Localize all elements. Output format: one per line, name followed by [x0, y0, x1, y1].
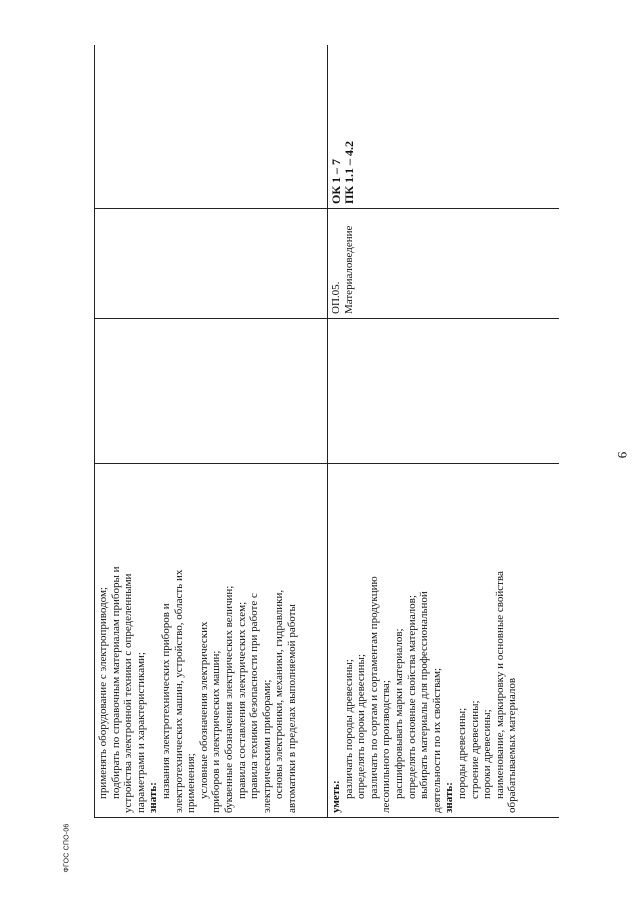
requirement-line: устройства электронной техники с определенными — [122, 573, 135, 813]
page-number-text: 9 — [615, 451, 630, 459]
footer-document-code — [52, 818, 82, 878]
document-table — [94, 45, 559, 818]
table-row — [95, 45, 328, 818]
section-heading: уметь: — [330, 780, 342, 813]
requirement-line: условные обозначения электрических — [197, 621, 210, 799]
footer-code-text: ФГОС СПО-06 — [63, 823, 71, 873]
requirement-line: применения; — [185, 753, 198, 813]
requirement-line: различать породы древесины; — [342, 659, 355, 799]
requirement-line: подбирать по справочным материалам приборы и — [109, 566, 122, 799]
section-heading: знать: — [443, 782, 456, 813]
requirement-line: электротехнических машин, устройство, область их — [172, 569, 185, 813]
professional-competencies: ПК 1.1 – 4.2 — [342, 140, 356, 204]
requirement-line: правила составления электрических схем; — [235, 601, 248, 799]
requirements-cell — [95, 464, 328, 818]
requirement-line: различать по сортам и сортаментам продукцию — [367, 576, 380, 799]
table-row — [328, 45, 560, 818]
page-number — [612, 445, 632, 465]
requirement-line: электрическими приборами; — [260, 679, 273, 813]
competencies-cell — [95, 45, 328, 209]
requirement-line: наименование, маркировку и основные свойства — [493, 571, 506, 799]
requirement-line: автоматики в пределах выполняемой работы — [285, 604, 298, 813]
requirement-line: параметрами и характеристиками; — [134, 652, 147, 813]
requirement-line: расшифровывать марки материалов; — [392, 628, 405, 799]
discipline-code: ОП.05. — [330, 281, 342, 314]
table-rotated-container — [94, 45, 559, 818]
requirement-line: буквенные обозначения электрических величин; — [222, 585, 235, 813]
requirement-line: приборов и электрических машин; — [210, 650, 223, 813]
hours-cell — [95, 319, 328, 464]
requirement-line: лесопильного производства; — [380, 680, 393, 813]
requirement-line: пороки древесины; — [481, 709, 494, 799]
discipline-name: Материаловедение — [342, 225, 355, 314]
requirement-line: строение древесины; — [468, 700, 481, 799]
section-heading: знать: — [147, 782, 160, 813]
requirements-cell — [328, 464, 560, 818]
requirement-line: выбирать материалы для профессиональной — [418, 591, 431, 799]
requirement-line: правила техники безопасности при работе с — [248, 593, 261, 799]
requirement-line: породы древесины; — [455, 707, 468, 799]
curriculum-table — [94, 45, 559, 818]
hours-cell — [328, 319, 560, 464]
requirement-line: применять оборудование с электроприводом; — [97, 587, 109, 799]
requirement-line: определять основные свойства материалов; — [405, 595, 418, 799]
requirement-line: определять пороки древесины; — [355, 654, 368, 799]
requirement-line: деятельности по их свойствам; — [430, 667, 443, 813]
requirement-line: обрабатываемых материалов — [506, 677, 519, 813]
competencies-cell — [328, 45, 560, 209]
discipline-cell — [95, 209, 328, 319]
requirement-line: основы электроники, механики, гидравлики, — [273, 589, 286, 799]
discipline-cell — [328, 209, 560, 319]
general-competencies: ОК 1 – 7 — [329, 158, 343, 204]
requirement-line: названия электротехнических приборов и — [159, 603, 172, 799]
